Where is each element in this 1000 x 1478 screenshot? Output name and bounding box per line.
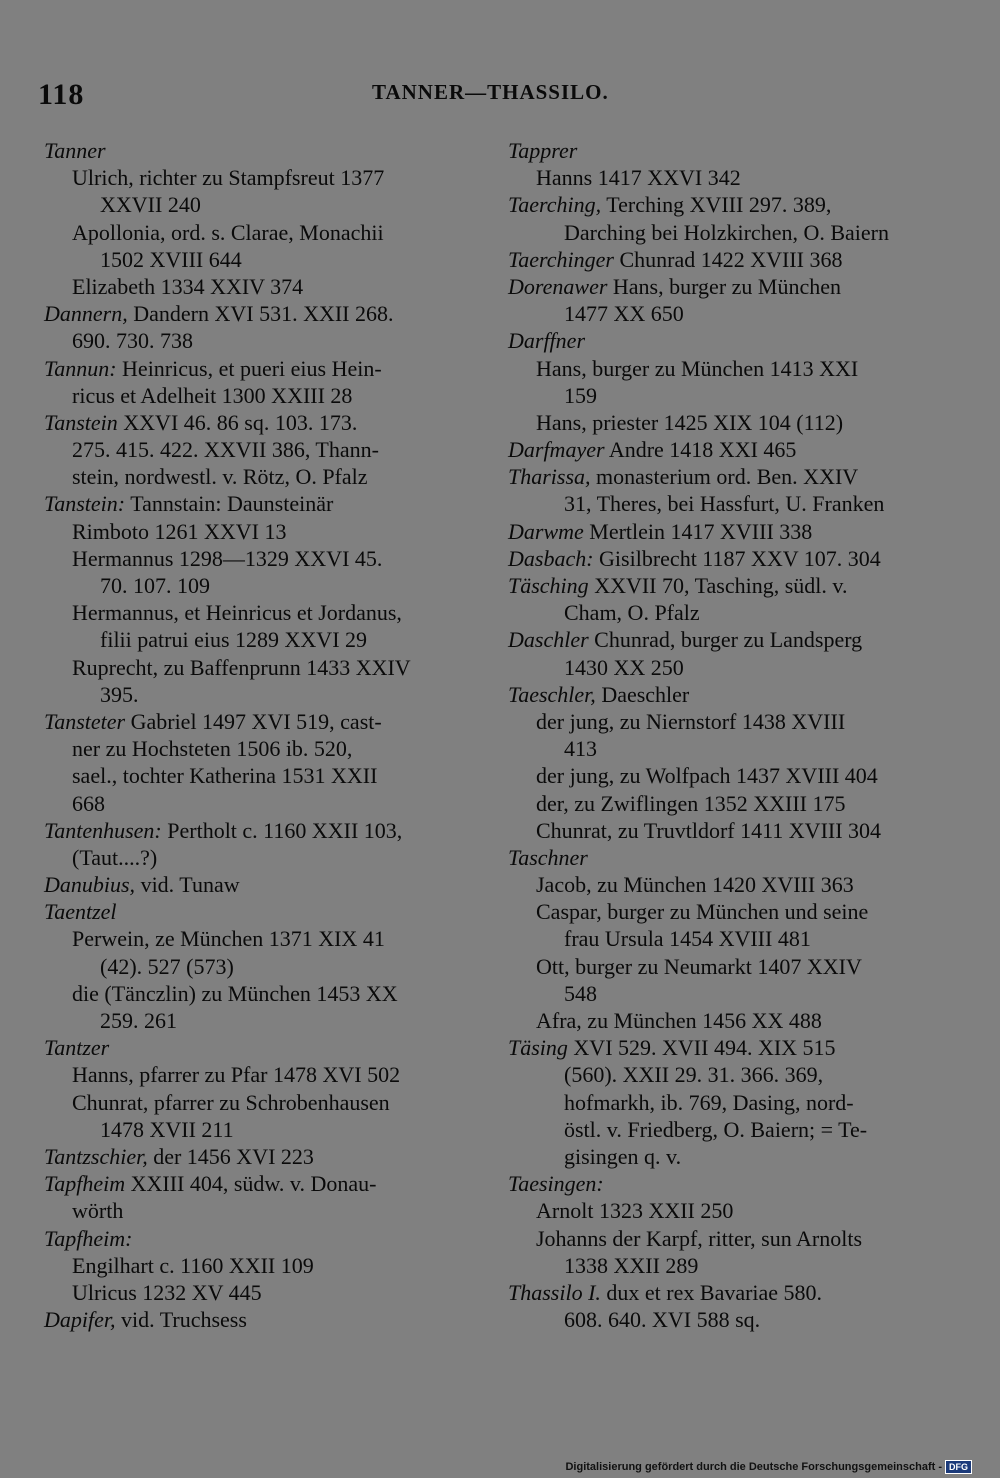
index-line: [508, 490, 934, 517]
index-text: XXVII 70, Tasching, südl. v.: [588, 573, 848, 598]
index-text: Gisilbrecht 1187 XXV 107. 304: [593, 545, 881, 571]
index-text: Caspar, burger zu München und seine: [536, 899, 869, 925]
index-headword: Tapfheim:: [44, 1225, 133, 1251]
index-text: Mertlein 1417 XVIII 338: [583, 518, 813, 544]
index-line: [508, 953, 934, 980]
index-headword: Tannun:: [44, 355, 117, 381]
index-line: [508, 898, 934, 925]
footer: [565, 1460, 972, 1474]
index-text: (560). XXII 29. 31. 366. 369,: [564, 1062, 824, 1088]
index-line: [508, 871, 934, 898]
index-line: [508, 790, 934, 817]
index-line: [44, 1061, 470, 1088]
index-line: [508, 1034, 934, 1061]
index-text: Chunrad, burger zu Landsperg: [588, 627, 863, 653]
index-text: stein, nordwestl. v. Rötz, O. Pfalz: [72, 464, 368, 490]
index-text: filii patrui eius 1289 XXVI 29: [100, 627, 368, 653]
index-text: der 1456 XVI 223: [147, 1143, 314, 1169]
index-line: [44, 871, 470, 898]
index-line: [44, 790, 470, 817]
index-line: [508, 762, 934, 789]
running-head: TANNER—THASSILO.: [372, 80, 609, 104]
index-line: [508, 1279, 934, 1306]
index-headword: Darffner: [508, 328, 585, 354]
index-text: Apollonia, ord. s. Clarae, Monachii: [72, 219, 384, 245]
index-text: Arnolt 1323 XXII 250: [536, 1198, 734, 1224]
index-line: [44, 1279, 470, 1306]
left-column: [44, 137, 470, 1333]
index-headword: Taesingen:: [508, 1171, 604, 1197]
index-text: der jung, zu Niernstorf 1438 XVIII: [536, 708, 846, 734]
index-text: monasterium ord. Ben. XXIV: [590, 464, 859, 490]
index-headword: Tantzschier,: [44, 1143, 148, 1169]
index-line: [44, 1034, 470, 1061]
index-line: [508, 545, 934, 572]
index-line: [508, 980, 934, 1007]
index-line: [508, 1197, 934, 1224]
index-line: [44, 708, 470, 735]
index-headword: Thassilo I.: [508, 1279, 601, 1305]
index-text: 275. 415. 422. XXVII 386, Thann-: [72, 437, 379, 463]
index-text: gisingen q. v.: [564, 1143, 682, 1169]
index-headword: Taerching,: [508, 192, 602, 218]
index-line: [508, 1306, 934, 1333]
index-line: [44, 1225, 470, 1252]
index-line: [508, 1061, 934, 1088]
index-text: der jung, zu Wolfpach 1437 XVIII 404: [536, 763, 878, 789]
index-headword: Dannern,: [44, 301, 128, 327]
index-text: Andre 1418 XXI 465: [604, 437, 797, 463]
footer-credit: Digitalisierung gefördert durch die Deutsche Forschungsgemeinschaft -: [565, 1461, 942, 1473]
index-line: [44, 817, 470, 844]
index-line: [508, 382, 934, 409]
index-line: [508, 572, 934, 599]
index-line: [44, 599, 470, 626]
index-text: Hermannus 1298—1329 XXVI 45.: [72, 545, 383, 571]
index-line: [508, 1252, 934, 1279]
index-text: Heinricus, et pueri eius Hein-: [116, 355, 382, 381]
index-headword: Tapprer: [508, 138, 578, 163]
index-line: [44, 382, 470, 409]
index-text: wörth: [72, 1198, 124, 1224]
index-line: [508, 164, 934, 191]
index-line: [44, 490, 470, 517]
index-line: [44, 844, 470, 871]
index-line: [508, 409, 934, 436]
index-text: Pertholt c. 1160 XXII 103,: [161, 817, 403, 843]
index-text: 159: [564, 382, 597, 408]
index-line: [44, 925, 470, 952]
index-text: 1477 XX 650: [564, 301, 684, 327]
index-text: 70. 107. 109: [100, 573, 210, 598]
index-text: 1430 XX 250: [564, 654, 684, 680]
index-headword: Tapfheim: [44, 1171, 126, 1197]
index-headword: Tansteter: [44, 708, 126, 734]
index-line: [44, 355, 470, 382]
index-line: [44, 654, 470, 681]
index-line: [508, 1089, 934, 1116]
index-text: Chunrat, zu Truvtldorf 1411 XVIII 304: [536, 817, 882, 843]
index-line: [508, 925, 934, 952]
index-line: [508, 844, 934, 871]
index-line: [44, 1197, 470, 1224]
index-line: [44, 1252, 470, 1279]
index-line: [44, 953, 470, 980]
right-column: [508, 137, 934, 1333]
index-headword: Darfmayer: [508, 437, 605, 463]
index-text: Elizabeth 1334 XXIV 374: [72, 273, 304, 299]
index-headword: Darwme: [508, 518, 584, 544]
index-text: vid. Truchsess: [115, 1307, 247, 1333]
index-text: 413: [564, 736, 597, 762]
index-text: Johanns der Karpf, ritter, sun Arnolts: [536, 1225, 863, 1251]
index-headword: Daschler: [508, 627, 589, 653]
index-text: Dandern XVI 531. XXII 268.: [127, 301, 394, 327]
index-line: [508, 708, 934, 735]
index-text: Jacob, zu München 1420 XVIII 363: [536, 872, 854, 898]
index-text: ner zu Hochsteten 1506 ib. 520,: [72, 736, 353, 762]
index-headword: Tanstein:: [44, 491, 126, 517]
index-headword: Taerchinger: [508, 246, 614, 272]
index-headword: Taeschler,: [508, 681, 596, 707]
index-line: [44, 626, 470, 653]
index-text: Ulricus 1232 XV 445: [72, 1279, 262, 1305]
index-line: [508, 219, 934, 246]
index-line: [44, 137, 470, 164]
index-text: 1502 XVIII 644: [100, 246, 242, 272]
index-text: XXVII 240: [100, 192, 201, 218]
index-headword: Taentzel: [44, 899, 117, 925]
index-line: [44, 219, 470, 246]
index-line: [508, 735, 934, 762]
index-line: [44, 436, 470, 463]
index-line: [44, 518, 470, 545]
index-headword: Tanstein: [44, 409, 118, 435]
index-text: Cham, O. Pfalz: [564, 600, 700, 626]
index-line: [508, 1225, 934, 1252]
index-text: Gabriel 1497 XVI 519, cast-: [125, 708, 382, 734]
index-line: [44, 980, 470, 1007]
index-line: [44, 273, 470, 300]
index-line: [508, 246, 934, 273]
index-text: Ulrich, richter zu Stampfsreut 1377: [72, 165, 385, 191]
index-line: [44, 1007, 470, 1034]
index-line: [44, 246, 470, 273]
index-line: [44, 191, 470, 218]
index-line: [44, 409, 470, 436]
index-line: [508, 654, 934, 681]
index-text: 668: [72, 790, 105, 816]
index-text: 395.: [100, 681, 139, 707]
index-headword: Dorenawer: [508, 273, 608, 299]
index-line: [508, 1170, 934, 1197]
index-line: [44, 327, 470, 354]
index-line: [508, 681, 934, 708]
index-line: [508, 436, 934, 463]
index-text: Tannstain: Daunsteinär: [125, 491, 334, 517]
index-text: Afra, zu München 1456 XX 488: [536, 1008, 822, 1033]
index-headword: Dasbach:: [508, 545, 594, 571]
index-text: 608. 640. XVI 588 sq.: [564, 1307, 761, 1333]
index-text: die (Tänczlin) zu München 1453 XX: [72, 980, 398, 1006]
index-text: Rimboto 1261 XXVI 13: [72, 518, 287, 544]
index-line: [508, 300, 934, 327]
index-text: vid. Tunaw: [135, 872, 240, 898]
page-number: 118: [38, 78, 85, 111]
dfg-logo: DFG: [945, 1460, 972, 1474]
index-text: Hermannus, et Heinricus et Jordanus,: [72, 600, 402, 626]
index-line: [508, 191, 934, 218]
index-text: frau Ursula 1454 XVIII 481: [564, 926, 811, 952]
index-line: [508, 327, 934, 354]
index-text: XXVI 46. 86 sq. 103. 173.: [117, 409, 358, 435]
index-line: [508, 1116, 934, 1143]
index-line: [44, 545, 470, 572]
index-line: [44, 1170, 470, 1197]
index-line: [508, 463, 934, 490]
index-headword: Tantzer: [44, 1035, 110, 1061]
index-line: [44, 1089, 470, 1116]
index-text: Darching bei Holzkirchen, O. Baiern: [564, 219, 889, 245]
index-text: ricus et Adelheit 1300 XXIII 28: [72, 382, 353, 408]
index-headword: Tantenhusen:: [44, 817, 162, 843]
index-line: [508, 1143, 934, 1170]
index-text: Perwein, ze München 1371 XIX 41: [72, 926, 385, 952]
index-text: Engilhart c. 1160 XXII 109: [72, 1252, 314, 1278]
index-text: 31, Theres, bei Hassfurt, U. Franken: [564, 491, 885, 517]
index-line: [44, 463, 470, 490]
index-text: hofmarkh, ib. 769, Dasing, nord-: [564, 1089, 854, 1115]
index-text: Hanns, pfarrer zu Pfar 1478 XVI 502: [72, 1062, 401, 1088]
index-headword: Tanner: [44, 138, 106, 163]
index-text: (42). 527 (573): [100, 953, 234, 979]
index-line: [44, 762, 470, 789]
index-headword: Täsching: [508, 573, 589, 598]
index-line: [508, 599, 934, 626]
index-headword: Tharissa,: [508, 464, 591, 490]
index-text: 1478 XVII 211: [100, 1116, 234, 1142]
index-text: Daeschler: [595, 681, 690, 707]
index-text: XVI 529. XVII 494. XIX 515: [567, 1035, 836, 1061]
index-text: der, zu Zwiflingen 1352 XXIII 175: [536, 790, 846, 816]
index-line: [44, 898, 470, 925]
index-line: [508, 817, 934, 844]
index-text: Hans, priester 1425 XIX 104 (112): [536, 409, 844, 435]
index-line: [508, 1007, 934, 1034]
index-line: [44, 572, 470, 599]
index-line: [44, 1143, 470, 1170]
index-line: [508, 355, 934, 382]
index-text: dux et rex Bavariae 580.: [600, 1279, 823, 1305]
index-text: XXIII 404, südw. v. Donau-: [125, 1171, 377, 1197]
index-line: [44, 1306, 470, 1333]
index-text: Ott, burger zu Neumarkt 1407 XXIV: [536, 953, 862, 979]
index-text: 690. 730. 738: [72, 328, 193, 354]
index-text: Terching XVIII 297. 389,: [601, 192, 832, 218]
index-text: Chunrat, pfarrer zu Schrobenhausen: [72, 1089, 390, 1115]
index-line: [44, 735, 470, 762]
index-text: sael., tochter Katherina 1531 XXII: [72, 763, 378, 789]
index-text: Hans, burger zu München 1413 XXI: [536, 355, 859, 381]
index-text: 259. 261: [100, 1008, 177, 1033]
index-line: [44, 681, 470, 708]
index-text: Chunrad 1422 XVIII 368: [613, 246, 843, 272]
index-text: 1338 XXII 289: [564, 1252, 699, 1278]
index-text: östl. v. Friedberg, O. Baiern; = Te-: [564, 1116, 868, 1142]
index-text: Hanns 1417 XXVI 342: [536, 165, 741, 191]
index-text: 548: [564, 980, 597, 1006]
index-text: Hans, burger zu München: [607, 273, 841, 299]
index-line: [508, 518, 934, 545]
index-line: [44, 300, 470, 327]
index-text: Ruprecht, zu Baffenprunn 1433 XXIV: [72, 654, 411, 680]
index-line: [508, 273, 934, 300]
index-line: [508, 137, 934, 164]
index-headword: Danubius,: [44, 872, 136, 898]
index-line: [508, 626, 934, 653]
index-line: [44, 1116, 470, 1143]
index-headword: Dapifer,: [44, 1307, 116, 1333]
index-text: (Taut....?): [72, 844, 158, 870]
index-line: [44, 164, 470, 191]
index-headword: Taschner: [508, 844, 588, 870]
index-headword: Täsing: [508, 1035, 568, 1061]
